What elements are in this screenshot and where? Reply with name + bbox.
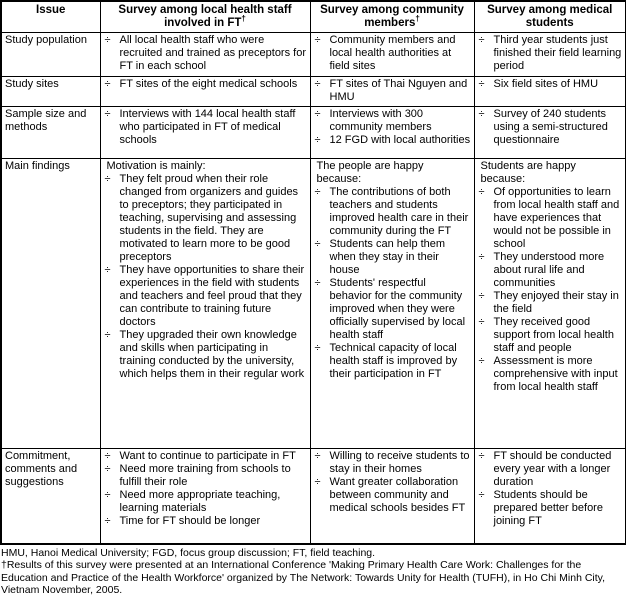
bullet-icon: ÷ [104, 450, 111, 462]
bullet-text: Of opportunities to learn from local health staff and have experiences that would not be possible in school [493, 186, 620, 250]
bullet-icon: ÷ [478, 34, 485, 46]
dagger-footnote-marker: † [241, 14, 246, 24]
bullet-text: FT sites of Thai Nguyen and HMU [329, 78, 468, 103]
bullet-item [104, 450, 307, 463]
abbreviations-footnote: HMU, Hanoi Medical University; FGD, focus group discussion; FT, field teaching. [1, 546, 376, 559]
bullet-icon: ÷ [314, 108, 321, 120]
bullet-icon: ÷ [314, 34, 321, 46]
bullet-item [314, 34, 471, 73]
table-cell [100, 159, 310, 449]
bullet-icon: ÷ [478, 186, 485, 198]
bullet-icon: ÷ [104, 264, 111, 276]
bullet-text: Students can help them when they stay in their house [329, 238, 446, 276]
bullet-icon: ÷ [478, 108, 485, 120]
header-row [1, 1, 626, 33]
bullet-text: They felt proud when their role changed from organizers and guides to preceptors; they participated in teaching, supervising and assessing students in the field. They are motivated to learn more to be good preceptors [119, 173, 299, 263]
row-issue-label: Study sites [1, 77, 100, 107]
bullet-item [314, 450, 471, 476]
bullet-item [478, 450, 623, 489]
bullet-item [104, 173, 307, 264]
bullet-item [104, 78, 307, 91]
column-header-issue [1, 1, 100, 33]
bullet-text: Need more appropriate teaching, learning materials [119, 489, 281, 514]
table-cell [310, 77, 474, 107]
bullet-item [104, 329, 307, 381]
bullet-item [478, 34, 623, 73]
bullet-icon: ÷ [104, 108, 111, 120]
bullet-item [314, 108, 471, 134]
column-header-label: Survey among local health staff involved in FT [118, 4, 292, 29]
footnotes [1, 547, 623, 597]
row-issue-label: Commitment, comments and suggestions [1, 449, 100, 544]
bullet-icon: ÷ [104, 489, 111, 501]
dagger-footnote-marker: † [415, 14, 420, 24]
bullet-text: Want greater collaboration between community and medical schools besides FT [329, 476, 466, 514]
bullet-item [314, 342, 471, 381]
bullet-icon: ÷ [314, 476, 321, 488]
bullet-item [314, 238, 471, 277]
bullet-item [314, 476, 471, 515]
dagger-footnote: †Results of this survey were presented at an International Conference 'Making Primary Health Care Work: Challenges for the Education and Practice of the Health Workforce' organized by The Network: Towards Unity for Health (TUFH), in Ho Chi Minh City, Vietnam November, 2005. [1, 559, 606, 596]
column-header-label: Survey among community members [320, 4, 464, 29]
bullet-text: Community members and local health authorities at field sites [329, 34, 456, 72]
bullet-text: FT sites of the eight medical schools [119, 78, 298, 90]
bullet-item [478, 251, 623, 290]
bullet-item [104, 264, 307, 329]
bullet-text: They received good support from local health staff and people [493, 316, 614, 354]
bullet-icon: ÷ [104, 78, 111, 90]
bullet-text: Interviews with 300 community members [329, 108, 432, 133]
table-cell [474, 33, 626, 77]
bullet-text: They have opportunities to share their experiences in the field with students and teachers and feel proud that they can contribute to training future doctors [119, 264, 305, 328]
bullet-icon: ÷ [104, 463, 111, 475]
row-issue-label: Main findings [1, 159, 100, 449]
bullet-item [478, 316, 623, 355]
column-header-local-health-staff [100, 1, 310, 33]
table-row [1, 449, 626, 544]
cell-intro-text: Motivation is mainly: [106, 160, 206, 172]
table-cell [100, 449, 310, 544]
bullet-icon: ÷ [314, 78, 321, 90]
bullet-text: Students' respectful behavior for the community improved when they were officially supervised by local health staff [329, 277, 466, 341]
bullet-text: Assessment is more comprehensive with input from local health staff [493, 355, 618, 393]
table-cell [310, 33, 474, 77]
bullet-item [478, 355, 623, 394]
table-row [1, 159, 626, 449]
bullet-text: Technical capacity of local health staff is improved by their participation in FT [329, 342, 458, 380]
cell-intro-text: The people are happy because: [316, 160, 424, 185]
bullet-text: Survey of 240 students using a semi-structured questionnaire [493, 108, 608, 146]
table-row [1, 77, 626, 107]
bullet-icon: ÷ [314, 277, 321, 289]
table-cell [474, 77, 626, 107]
bullet-item [104, 463, 307, 489]
bullet-item [478, 78, 623, 91]
column-header-medical-students [474, 1, 626, 33]
bullet-item [478, 489, 623, 528]
bullet-text: All local health staff who were recruited and trained as preceptors for FT in each school [119, 34, 306, 72]
bullet-text: They understood more about rural life and communities [493, 251, 605, 289]
bullet-icon: ÷ [104, 34, 111, 46]
bullet-icon: ÷ [314, 450, 321, 462]
table-cell [474, 159, 626, 449]
bullet-icon: ÷ [478, 355, 485, 367]
bullet-item [314, 134, 471, 147]
table-row [1, 107, 626, 159]
table-cell [474, 107, 626, 159]
bullet-text: Six field sites of HMU [493, 78, 599, 90]
table-cell [474, 449, 626, 544]
bullet-icon: ÷ [478, 450, 485, 462]
bullet-icon: ÷ [478, 78, 485, 90]
bullet-text: Want to continue to participate in FT [119, 450, 296, 462]
bullet-text: Need more training from schools to fulfill their role [119, 463, 291, 488]
table-cell [310, 107, 474, 159]
column-header-label: Issue [36, 4, 66, 16]
table-cell [100, 107, 310, 159]
bullet-icon: ÷ [478, 290, 485, 302]
bullet-text: FT should be conducted every year with a longer duration [493, 450, 612, 488]
bullet-text: Third year students just finished their field learning period [493, 34, 622, 72]
bullet-item [104, 34, 307, 73]
bullet-text: Students should be prepared better before joining FT [493, 489, 603, 527]
bullet-item [104, 515, 307, 528]
table-cell [100, 77, 310, 107]
bullet-text: The contributions of both teachers and students improved health care in their community during the FT [329, 186, 469, 237]
bullet-icon: ÷ [314, 186, 321, 198]
bullet-icon: ÷ [104, 515, 111, 527]
table-cell [310, 449, 474, 544]
row-issue-label: Study population [1, 33, 100, 77]
column-header-community-members [310, 1, 474, 33]
bullet-icon: ÷ [314, 134, 321, 146]
bullet-text: Willing to receive students to stay in their homes [329, 450, 470, 475]
bullet-item [478, 186, 623, 251]
table-body [1, 33, 626, 544]
table-row [1, 33, 626, 77]
bullet-text: 12 FGD with local authorities [329, 134, 471, 146]
bullet-icon: ÷ [314, 238, 321, 250]
bullet-item [314, 277, 471, 342]
bullet-icon: ÷ [314, 342, 321, 354]
column-header-label: Survey among medical students [487, 4, 613, 29]
bullet-item [478, 108, 623, 147]
bullet-item [104, 489, 307, 515]
bullet-icon: ÷ [104, 173, 111, 185]
bullet-item [314, 78, 471, 104]
table-header [1, 1, 626, 33]
bullet-icon: ÷ [478, 489, 485, 501]
bullet-text: They enjoyed their stay in the field [493, 290, 619, 315]
bullet-text: Interviews with 144 local health staff who participated in FT of medical schools [119, 108, 296, 146]
table-cell [100, 33, 310, 77]
bullet-icon: ÷ [104, 329, 111, 341]
bullet-item [478, 290, 623, 316]
bullet-icon: ÷ [478, 251, 485, 263]
row-issue-label: Sample size and methods [1, 107, 100, 159]
cell-intro-text: Students are happy because: [480, 160, 576, 185]
bullet-item [314, 186, 471, 238]
table-cell [310, 159, 474, 449]
bullet-item [104, 108, 307, 147]
bullet-icon: ÷ [478, 316, 485, 328]
bullet-text: Time for FT should be longer [119, 515, 261, 527]
bullet-text: They upgraded their own knowledge and skills when participating in training conducted by the university, which helps them in their regular work [119, 329, 305, 380]
